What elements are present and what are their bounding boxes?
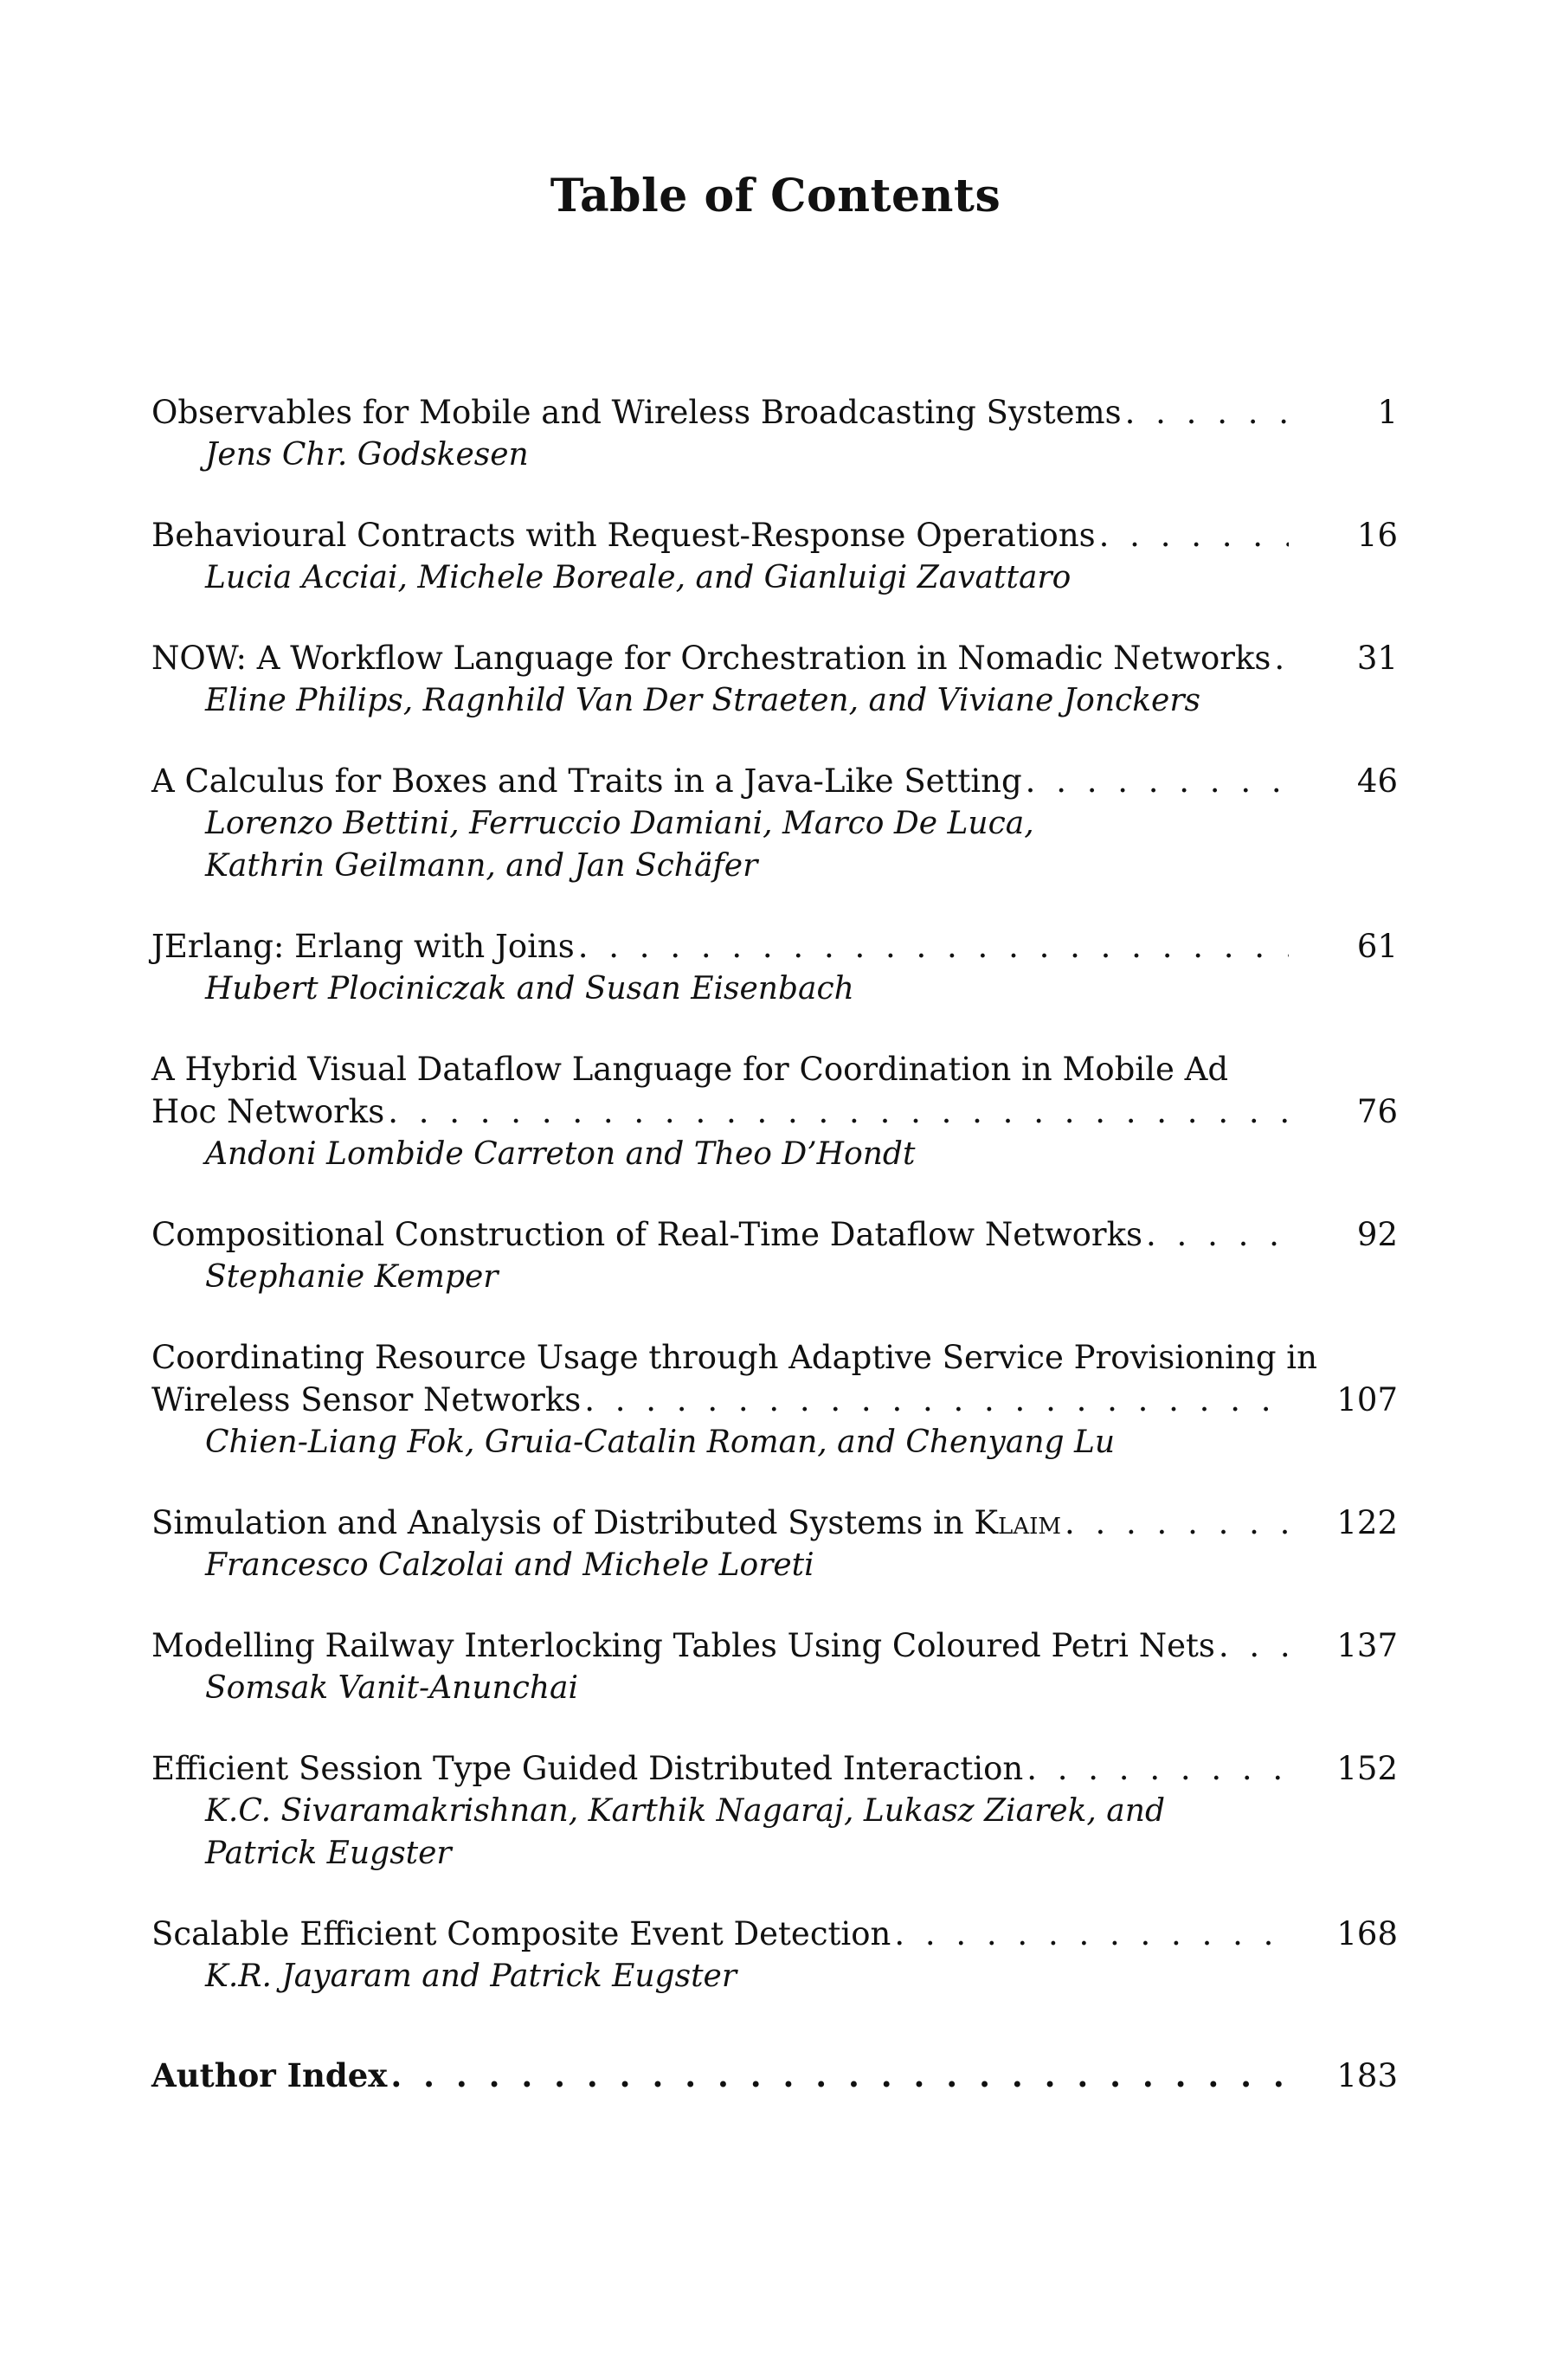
toc-entry-authors: Jens Chr. Godskesen: [205, 437, 529, 473]
toc-entry-authors: Lorenzo Bettini, Ferruccio Damiani, Marco De Luca,: [205, 806, 1034, 841]
toc-entry: [151, 1048, 1398, 1175]
toc-entry: [151, 1747, 1398, 1875]
toc-entry-title: Modelling Railway Interlocking Tables Using Coloured Petri Nets: [151, 1627, 1215, 1664]
toc-entry-authors: Hubert Plociniczak and Susan Eisenbach: [205, 971, 854, 1007]
toc-entry-title: Observables for Mobile and Wireless Broadcasting Systems: [151, 394, 1122, 431]
dot-leader: [1219, 1624, 1289, 1667]
toc-entry-authors: Eline Philips, Ragnhild Van Der Straeten, and Viviane Jonckers: [205, 683, 1200, 718]
toc-entry-title-smallcaps: Klaim: [974, 1504, 1061, 1541]
toc-entry: [151, 1336, 1398, 1463]
dot-leader: [1099, 514, 1289, 556]
toc-entry-title-first-line[interactable]: A Hybrid Visual Dataflow Language for Coordination in Mobile Ad: [151, 1051, 1229, 1088]
toc-entry-title-line[interactable]: [151, 514, 1398, 556]
dot-leader: [1065, 1502, 1289, 1544]
toc-entry-page: 31: [1356, 640, 1398, 677]
dot-leader: [1026, 760, 1289, 802]
toc-entry: [151, 760, 1398, 887]
author-index-page: 183: [1336, 2057, 1398, 2094]
author-index-line[interactable]: [151, 2055, 1398, 2097]
toc-entry: [151, 391, 1398, 476]
toc-entry-title: Behavioural Contracts with Request-Response Operations: [151, 517, 1096, 554]
toc-list: [151, 391, 1398, 2097]
toc-entry: [151, 1624, 1398, 1709]
toc-entry-title-line[interactable]: [151, 760, 1398, 802]
toc-entry-title-line[interactable]: [151, 1502, 1398, 1544]
toc-entry: [151, 925, 1398, 1010]
toc-entry-title-line[interactable]: [151, 1379, 1398, 1421]
dot-leader: [578, 925, 1289, 968]
toc-entry-authors: K.R. Jayaram and Patrick Eugster: [205, 1959, 737, 1994]
toc-entry-title: NOW: A Workflow Language for Orchestration in Nomadic Networks: [151, 640, 1271, 677]
dot-leader: [1274, 637, 1289, 679]
toc-entry-authors: Chien-Liang Fok, Gruia-Catalin Roman, and Chenyang Lu: [205, 1425, 1116, 1460]
toc-entry-page: 122: [1336, 1504, 1398, 1541]
toc-entry-page: 92: [1356, 1216, 1398, 1253]
toc-entry-title: Wireless Sensor Networks: [151, 1381, 582, 1418]
toc-entry-title: A Calculus for Boxes and Traits in a Java-Like Setting: [151, 762, 1022, 800]
toc-entry-title-line[interactable]: [151, 637, 1398, 679]
toc-entry-title-text: Simulation and Analysis of Distributed Systems in: [151, 1504, 964, 1541]
toc-entry-page: 76: [1356, 1093, 1398, 1130]
dot-leader: [1026, 1747, 1289, 1790]
toc-entry-title: Compositional Construction of Real-Time Dataflow Networks: [151, 1216, 1143, 1253]
dot-leader: [1146, 1213, 1289, 1256]
toc-entry-authors: Stephanie Kemper: [205, 1259, 499, 1295]
dot-leader: [388, 1090, 1289, 1133]
toc-entry-title-line[interactable]: [151, 1913, 1398, 1955]
toc-entry-title-line[interactable]: [151, 1213, 1398, 1256]
toc-entry-title-line[interactable]: [151, 1747, 1398, 1790]
toc-entry-title: [151, 1502, 1061, 1544]
toc-entry-title: Hoc Networks: [151, 1093, 385, 1130]
toc-entry-page: 168: [1336, 1915, 1398, 1952]
dot-leader: [894, 1913, 1289, 1955]
dot-leader: [1125, 391, 1289, 434]
toc-entry-title: Efficient Session Type Guided Distributed Interaction: [151, 1750, 1024, 1787]
toc-entry-title-first-line[interactable]: Coordinating Resource Usage through Adaptive Service Provisioning in: [151, 1339, 1317, 1376]
toc-entry-title-line[interactable]: [151, 391, 1398, 434]
toc-entry-title-line[interactable]: [151, 1624, 1398, 1667]
toc-entry-page: 16: [1356, 517, 1398, 554]
toc-entry-page: 152: [1336, 1750, 1398, 1787]
toc-entry-title-line[interactable]: [151, 925, 1398, 968]
toc-entry: [151, 637, 1398, 722]
toc-entry-authors: K.C. Sivaramakrishnan, Karthik Nagaraj, Lukasz Ziarek, and: [205, 1793, 1165, 1829]
dot-leader: [584, 1379, 1289, 1421]
toc-entry-title: Scalable Efficient Composite Event Detection: [151, 1915, 891, 1952]
toc-entry: [151, 1502, 1398, 1586]
toc-entry-page: 137: [1336, 1627, 1398, 1664]
toc-entry-authors: Francesco Calzolai and Michele Loreti: [205, 1547, 814, 1583]
dot-leader: [390, 2055, 1289, 2097]
toc-entry-page: 46: [1356, 762, 1398, 800]
toc-entry: [151, 514, 1398, 599]
toc-entry-authors: Somsak Vanit-Anunchai: [205, 1670, 579, 1706]
page-title: Table of Contents: [550, 170, 1001, 222]
toc-entry-authors: Andoni Lombide Carreton and Theo D’Hondt: [205, 1136, 916, 1172]
toc-entry: [151, 1913, 1398, 1997]
toc-entry: [151, 1213, 1398, 1298]
toc-entry-authors: Patrick Eugster: [205, 1836, 452, 1871]
toc-entry-page: 107: [1336, 1381, 1398, 1418]
toc-entry-title: JErlang: Erlang with Joins: [151, 928, 575, 965]
toc-entry-authors: Kathrin Geilmann, and Jan Schäfer: [205, 848, 758, 884]
toc-entry-page: 1: [1377, 394, 1398, 431]
toc-entry-page: 61: [1356, 928, 1398, 965]
toc-entry-authors: Lucia Acciai, Michele Boreale, and Gianluigi Zavattaro: [205, 560, 1072, 595]
author-index-label: Author Index: [151, 2056, 388, 2094]
toc-entry-title-line[interactable]: [151, 1090, 1398, 1133]
